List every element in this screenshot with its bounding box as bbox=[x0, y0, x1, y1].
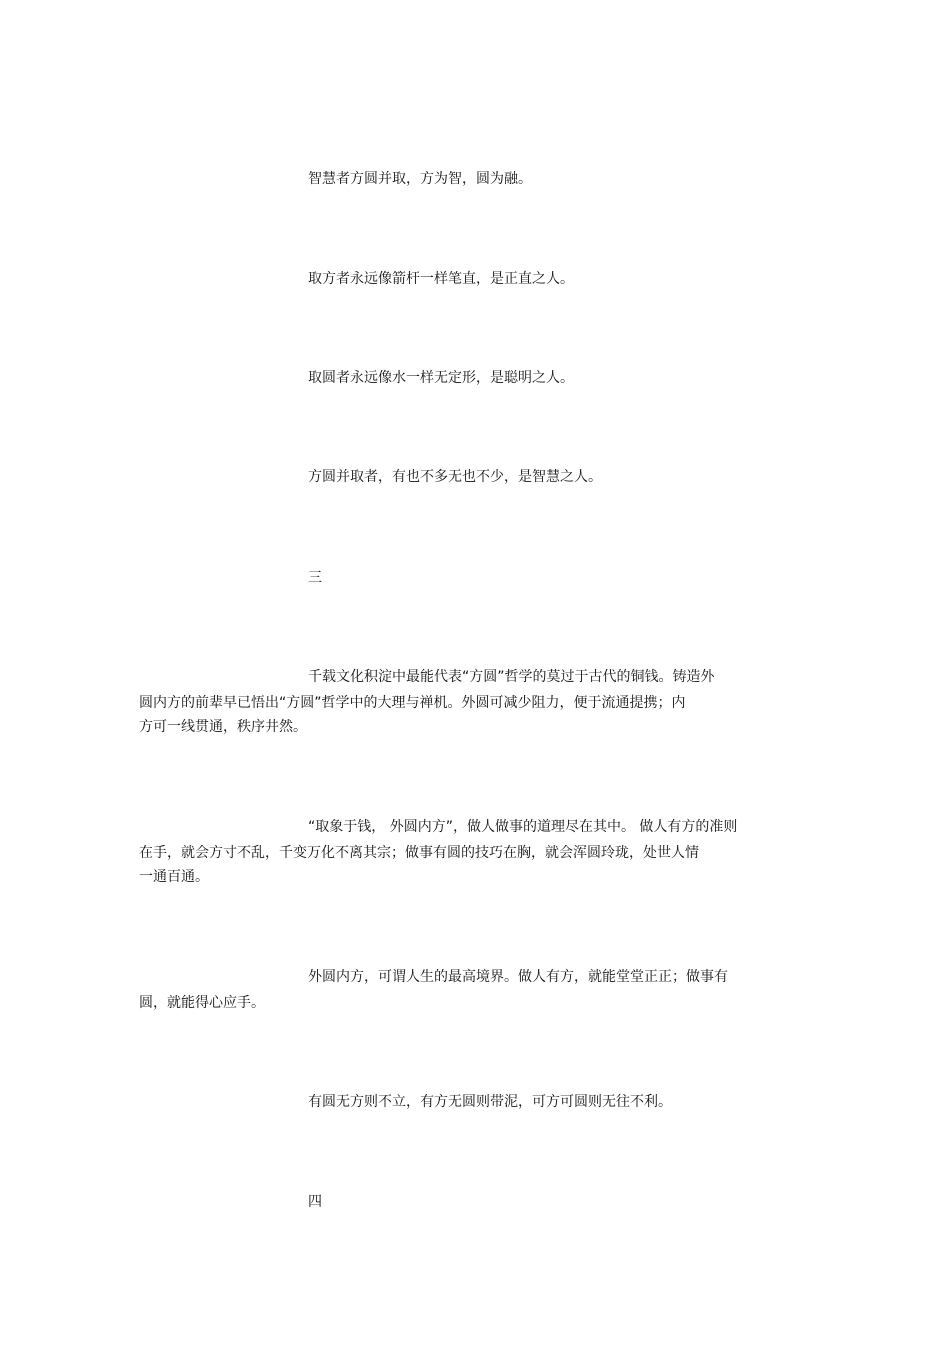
paragraph-6-line-3: 方可一线贯通，秩序井然。 bbox=[139, 719, 307, 735]
section-heading-four: 四 bbox=[308, 1194, 322, 1210]
paragraph-9-line-1: 有圆无方则不立，有方无圆则带泥，可方可圆则无往不利。 bbox=[308, 1094, 672, 1110]
paragraph-4-line-1: 方圆并取者，有也不多无也不少，是智慧之人。 bbox=[308, 469, 602, 485]
paragraph-8-line-1: 外圆内方，可谓人生的最高境界。做人有方，就能堂堂正正；做事有 bbox=[308, 969, 728, 985]
paragraph-6-line-2: 圆内方的前辈早已悟出“方圆”哲学中的大理与禅机。外圆可减少阻力，便于流通提携；内 bbox=[139, 695, 686, 711]
paragraph-1-line-1: 智慧者方圆并取，方为智，圆为融。 bbox=[308, 171, 532, 187]
paragraph-7-line-2: 在手，就会方寸不乱，千变万化不离其宗；做事有圆的技巧在胸，就会浑圆玲珑，处世人情 bbox=[139, 845, 699, 861]
paragraph-2-line-1: 取方者永远像箭杆一样笔直，是正直之人。 bbox=[308, 271, 574, 287]
paragraph-7-line-3: 一通百通。 bbox=[139, 869, 209, 885]
section-heading-three: 三 bbox=[308, 570, 322, 586]
paragraph-7-line-1: “取象于钱， 外圆内方”，做人做事的道理尽在其中。 做人有方的准则 bbox=[308, 819, 738, 835]
paragraph-8-line-2: 圆，就能得心应手。 bbox=[139, 995, 265, 1011]
paragraph-6-line-1: 千载文化积淀中最能代表“方圆”哲学的莫过于古代的铜钱。铸造外 bbox=[308, 669, 715, 685]
paragraph-3-line-1: 取圆者永远像水一样无定形，是聪明之人。 bbox=[308, 370, 574, 386]
